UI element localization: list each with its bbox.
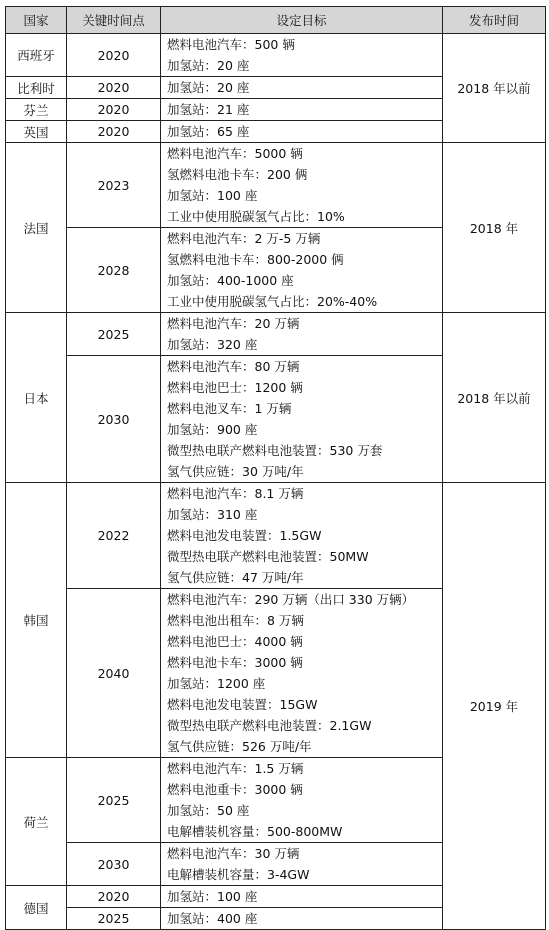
header-release: 发布时间 [443, 7, 546, 34]
country-cell: 荷兰 [6, 758, 67, 886]
goal-line: 微型热电联产燃料电池装置：2.1GW [167, 718, 372, 733]
year-cell: 2020 [67, 77, 161, 99]
year-cell: 2028 [67, 228, 161, 313]
goal-line: 燃料电池汽车：20 万辆 [167, 316, 300, 331]
goal-line: 加氢站：400-1000 座 [167, 273, 294, 288]
goal-line: 燃料电池汽车：30 万辆 [167, 846, 300, 861]
goal-line: 工业中使用脱碳氢气占比：20%-40% [167, 294, 378, 309]
country-cell: 日本 [6, 313, 67, 483]
goal-line: 氢燃料电池卡车：200 俩 [167, 167, 308, 182]
goal-line: 微型热电联产燃料电池装置：50MW [167, 549, 369, 564]
goal-line: 加氢站：320 座 [167, 337, 258, 352]
goal-cell [161, 121, 443, 143]
goal-line: 燃料电池汽车：2 万-5 万辆 [167, 231, 321, 246]
year-cell: 2025 [67, 908, 161, 930]
goal-cell [161, 758, 443, 843]
header-year: 关键时间点 [67, 7, 161, 34]
release-cell: 2018 年 [443, 143, 546, 313]
header-row [6, 7, 546, 34]
goal-cell [161, 356, 443, 483]
table-body [6, 34, 546, 930]
header-country: 国家 [6, 7, 67, 34]
goal-line: 工业中使用脱碳氢气占比：10% [167, 209, 345, 224]
year-cell: 2020 [67, 99, 161, 121]
goal-line: 氢气供应链：30 万吨/年 [167, 464, 304, 479]
header-goal: 设定目标 [161, 7, 443, 34]
table-row [6, 483, 546, 589]
goal-line: 加氢站：310 座 [167, 507, 258, 522]
year-cell: 2023 [67, 143, 161, 228]
country-cell: 西班牙 [6, 34, 67, 77]
hydrogen-targets-table [5, 6, 546, 930]
country-cell: 英国 [6, 121, 67, 143]
goal-cell [161, 228, 443, 313]
goal-line: 电解槽装机容量：500-800MW [167, 824, 343, 839]
goal-cell [161, 886, 443, 908]
goal-cell [161, 589, 443, 758]
country-cell: 芬兰 [6, 99, 67, 121]
goal-line: 燃料电池发电装置：1.5GW [167, 528, 322, 543]
goal-cell [161, 313, 443, 356]
goal-line: 燃料电池重卡：3000 辆 [167, 782, 303, 797]
goal-line: 加氢站：100 座 [167, 188, 258, 203]
goal-line: 燃料电池汽车：1.5 万辆 [167, 761, 304, 776]
goal-cell [161, 143, 443, 228]
release-cell: 2018 年以前 [443, 34, 546, 143]
goal-line: 氢燃料电池卡车：800-2000 俩 [167, 252, 344, 267]
goal-line: 燃料电池发电装置：15GW [167, 697, 318, 712]
year-cell: 2020 [67, 121, 161, 143]
year-cell: 2030 [67, 356, 161, 483]
year-cell: 2020 [67, 886, 161, 908]
goal-line: 氢气供应链：526 万吨/年 [167, 739, 312, 754]
country-cell: 比利时 [6, 77, 67, 99]
goal-line: 加氢站：900 座 [167, 422, 258, 437]
goal-cell [161, 77, 443, 99]
year-cell: 2025 [67, 758, 161, 843]
goal-cell [161, 99, 443, 121]
goal-line: 加氢站：1200 座 [167, 676, 266, 691]
release-cell: 2019 年 [443, 483, 546, 930]
goal-line: 加氢站：65 座 [167, 124, 250, 139]
goal-line: 燃料电池叉车：1 万辆 [167, 401, 292, 416]
goal-line: 加氢站：20 座 [167, 58, 250, 73]
goal-cell [161, 843, 443, 886]
table-row [6, 143, 546, 228]
year-cell: 2030 [67, 843, 161, 886]
country-cell: 德国 [6, 886, 67, 930]
country-cell: 法国 [6, 143, 67, 313]
goal-cell [161, 483, 443, 589]
goal-line: 燃料电池汽车：5000 辆 [167, 146, 303, 161]
year-cell: 2040 [67, 589, 161, 758]
table-row [6, 34, 546, 77]
goal-line: 加氢站：100 座 [167, 889, 258, 904]
goal-line: 氢气供应链：47 万吨/年 [167, 570, 304, 585]
goal-line: 加氢站：21 座 [167, 102, 250, 117]
release-cell: 2018 年以前 [443, 313, 546, 483]
goal-line: 加氢站：400 座 [167, 911, 258, 926]
table-row [6, 313, 546, 356]
goal-line: 燃料电池卡车：3000 辆 [167, 655, 303, 670]
goal-line: 电解槽装机容量：3-4GW [167, 867, 310, 882]
goal-line: 燃料电池巴士：4000 辆 [167, 634, 303, 649]
goal-line: 燃料电池汽车：8.1 万辆 [167, 486, 304, 501]
goal-line: 加氢站：50 座 [167, 803, 250, 818]
country-cell: 韩国 [6, 483, 67, 758]
year-cell: 2022 [67, 483, 161, 589]
goal-line: 燃料电池汽车：290 万辆（出口 330 万辆） [167, 592, 415, 607]
goal-line: 微型热电联产燃料电池装置：530 万套 [167, 443, 383, 458]
year-cell: 2020 [67, 34, 161, 77]
year-cell: 2025 [67, 313, 161, 356]
goal-line: 燃料电池出租车：8 万辆 [167, 613, 304, 628]
goal-line: 燃料电池巴士：1200 辆 [167, 380, 303, 395]
goal-cell [161, 34, 443, 77]
goal-line: 加氢站：20 座 [167, 80, 250, 95]
goal-line: 燃料电池汽车：500 辆 [167, 37, 295, 52]
goal-line: 燃料电池汽车：80 万辆 [167, 359, 300, 374]
goal-cell [161, 908, 443, 930]
